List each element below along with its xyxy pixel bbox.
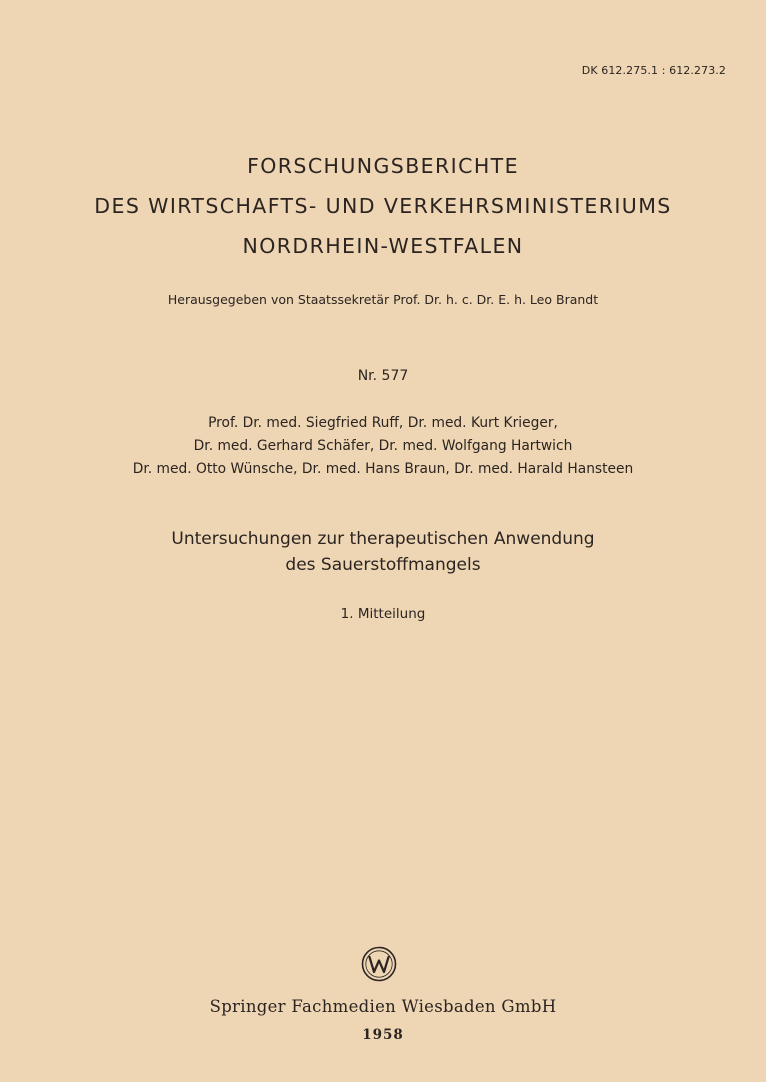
- report-title-line-1: Untersuchungen zur therapeutischen Anwendung: [171, 529, 595, 549]
- series-title: [0, 146, 766, 266]
- springer-w-logo-icon: [361, 946, 397, 982]
- author-line-3: Dr. med. Otto Wünsche, Dr. med. Hans Braun, Dr. med. Harald Hansteen: [132, 461, 634, 477]
- author-line-1: Prof. Dr. med. Siegfried Ruff, Dr. med. Kurt Krieger,: [208, 415, 558, 431]
- publication-year: 1958: [362, 1027, 404, 1043]
- publisher-name: Springer Fachmedien Wiesbaden GmbH: [209, 997, 557, 1016]
- report-title: [0, 526, 766, 578]
- author-line-2: Dr. med. Gerhard Schäfer, Dr. med. Wolfgang Hartwich: [193, 438, 573, 454]
- author-list: [0, 412, 766, 481]
- series-title-line-1: FORSCHUNGSBERICHTE: [247, 154, 519, 178]
- report-subtitle: 1. Mitteilung: [340, 606, 426, 622]
- series-title-line-3: NORDRHEIN-WESTFALEN: [242, 234, 524, 258]
- report-title-line-2: des Sauerstoffmangels: [285, 555, 481, 575]
- series-title-line-2: DES WIRTSCHAFTS- UND VERKEHRSMINISTERIUMS: [94, 194, 672, 218]
- classification-code: DK 612.275.1 : 612.273.2: [581, 64, 726, 77]
- report-number: Nr. 577: [357, 368, 409, 384]
- editor-line: Herausgegeben von Staatssekretär Prof. Dr. h. c. Dr. E. h. Leo Brandt: [167, 292, 599, 307]
